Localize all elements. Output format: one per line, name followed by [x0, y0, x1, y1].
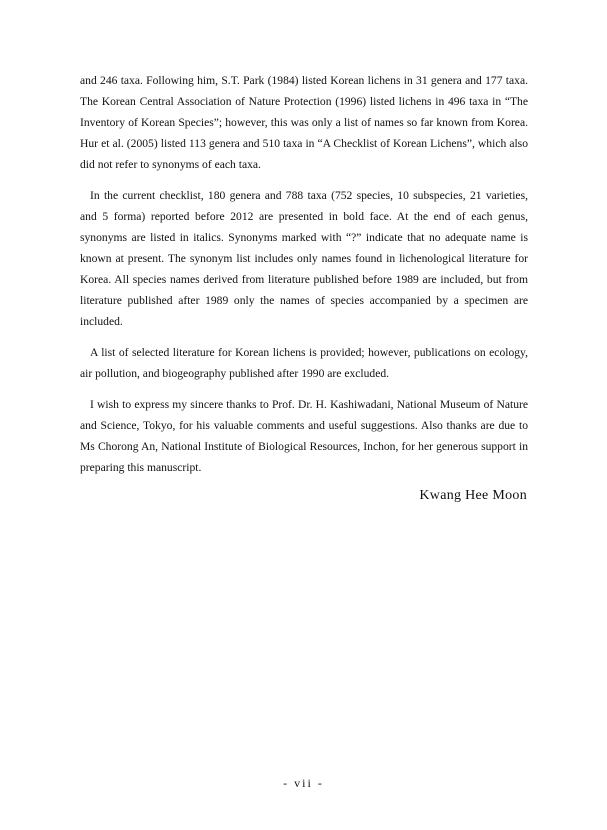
body-text	[80, 70, 528, 478]
paragraph-checklist: In the current checklist, 180 genera and 788 taxa (752 species, 10 subspecies, 21 varieties, and 5 forma) reported before 2012 are presented in bold face. At the end of each genus, synonyms are listed in italics. Synonyms marked with “?” indicate that no adequate name is known at present. The synonym list includes only names found in lichenological literature for Korea. All species names derived from literature published before 1989 are included, but from literature published after 1989 only the names of species accompanied by a specimen are included.	[80, 189, 528, 328]
paragraph-continued: and 246 taxa. Following him, S.T. Park (1984) listed Korean lichens in 31 genera and 177 taxa. The Korean Central Association of Nature Protection (1996) listed lichens in 496 taxa in “The Inventory of Korean Species”; however, this was only a list of names so far known from Korea. Hur et al. (2005) listed 113 genera and 510 taxa in “A Checklist of Korean Lichens”, which also did not refer to synonyms of each taxa.	[80, 74, 528, 171]
paragraph-acknowledgements: I wish to express my sincere thanks to Prof. Dr. H. Kashiwadani, National Museum of Nature and Science, Tokyo, for his valuable comments and useful suggestions. Also thanks are due to Ms Chorong An, National Institute of Biological Resources, Inchon, for her generous support in preparing this manuscript.	[80, 398, 528, 474]
page-number: - vii -	[283, 776, 324, 790]
author-signature: Kwang Hee Moon	[419, 488, 527, 503]
paragraph-literature: A list of selected literature for Korean lichens is provided; however, publications on ecology, air pollution, and biogeography published after 1990 are excluded.	[80, 346, 528, 380]
